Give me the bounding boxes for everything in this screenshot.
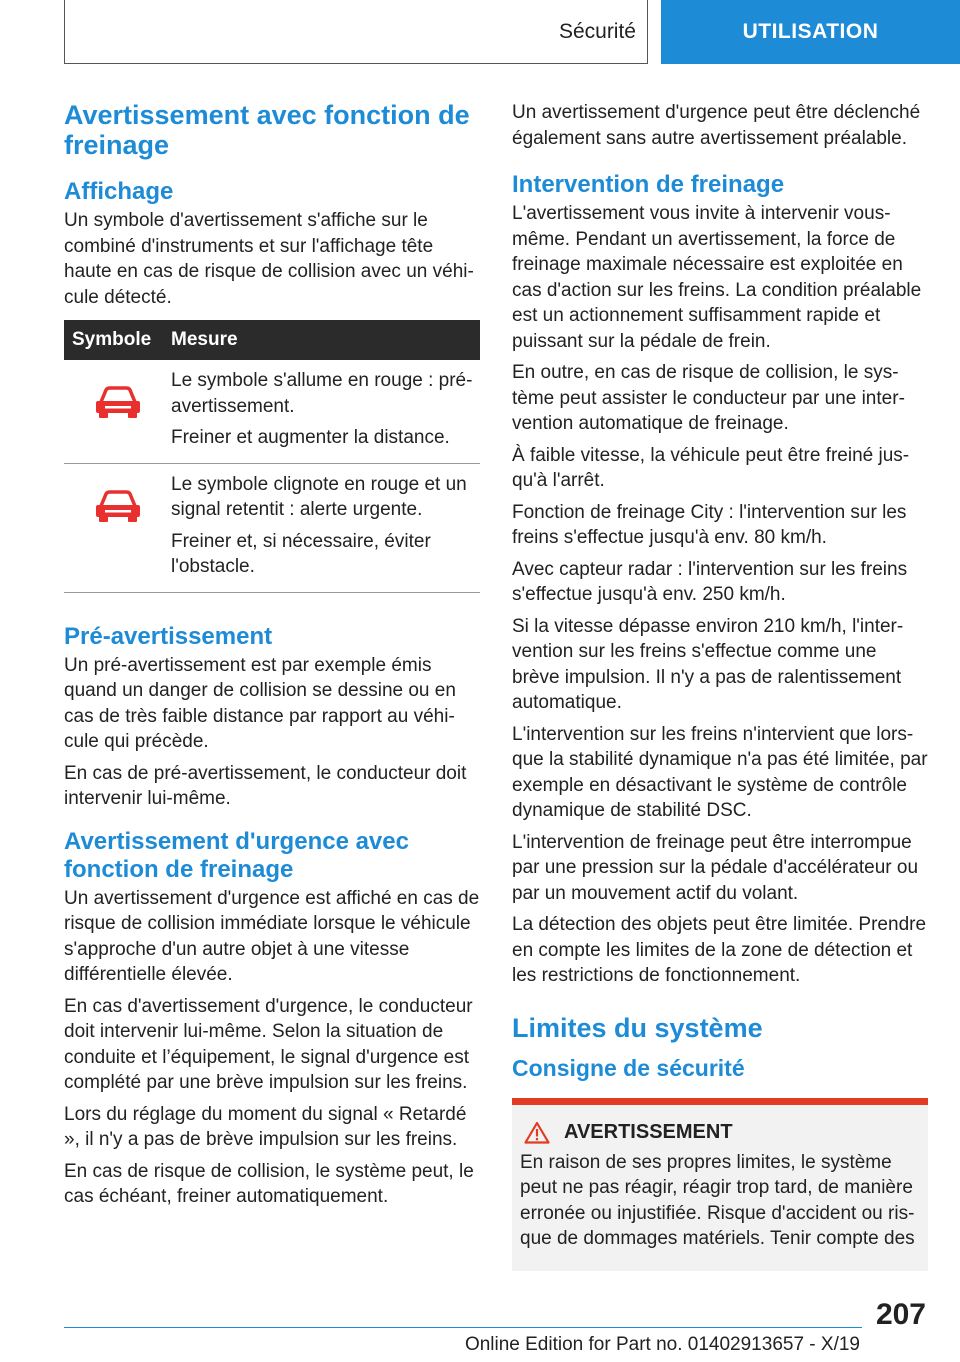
left-column bbox=[64, 100, 480, 1216]
footer-edition[interactable]: Online Edition for Part no. 01402913657 - X/19 bbox=[464, 1334, 860, 1355]
row2-mesure-line1: Le symbole clignote en rouge et un signal retentit : alerte urgente. bbox=[171, 473, 467, 520]
affichage-text: Un symbole d'avertissement s'affiche sur le combiné d'instruments et sur l'affichage tête haute en cas de risque de collision avec un véhicule détecté. bbox=[64, 210, 474, 308]
intervention-text-7: L'intervention sur les freins n'intervient que lorsque la stabilité dynamique n'a pas été limitée, par exemple en désactivant le système de contrôle dynamique de stabilité DSC. bbox=[512, 723, 928, 821]
row1-mesure-line2: Freiner et augmenter la distance. bbox=[171, 427, 450, 448]
row2-mesure-line2: Freiner et, si nécessaire, éviter l'obstacle. bbox=[171, 530, 431, 577]
header-section-label: Sécurité bbox=[558, 20, 636, 43]
intervention-text-1: L'avertissement vous invite à intervenir vous-même. Pendant un avertissement, la force de freinage maximale nécessaire est exploitée en cas d'action sur les freins. La condition préalable est un actionnement suffisamment rapide et puissant sur la pédale de frein. bbox=[512, 203, 922, 352]
table-row bbox=[64, 464, 480, 593]
symbol-table bbox=[64, 320, 480, 593]
heading-limites: Limites du système bbox=[512, 1012, 763, 1043]
heading-affichage: Affichage bbox=[64, 178, 174, 205]
car-warning-icon bbox=[93, 486, 143, 526]
intervention-text-2: En outre, en cas de risque de collision, le système peut assister le conducteur par une intervention automatique de freinage. bbox=[512, 362, 905, 434]
warning-title: AVERTISSEMENT bbox=[564, 1120, 733, 1143]
page-title: Avertissement avec fonction de freinage bbox=[64, 100, 470, 160]
table-header-symbole: Symbole bbox=[72, 329, 152, 350]
warning-triangle-icon bbox=[524, 1121, 550, 1144]
right-intro-text: Un avertissement d'urgence peut être déclenché également sans autre avertissement préalable. bbox=[512, 102, 921, 149]
intervention-text-4: Fonction de freinage City : l'intervention sur les freins s'effectue jusqu'à env. 80 km/h. bbox=[512, 501, 907, 548]
heading-intervention: Intervention de freinage bbox=[512, 171, 785, 198]
page-number: 207 bbox=[875, 1298, 926, 1331]
header-tab-utilisation[interactable]: UTILISATION bbox=[661, 0, 960, 64]
urgence-text-3: Lors du réglage du moment du signal « Retardé », il n'y a pas de brève impulsion sur les freins. bbox=[64, 1103, 467, 1150]
urgence-text-2: En cas d'avertissement d'urgence, le conducteur doit intervenir lui-même. Selon la situation de conduite et l’équipement, le signal d'urgence est complété par une brève impulsion sur les freins. bbox=[64, 995, 473, 1093]
car-warning-icon bbox=[93, 382, 143, 422]
intervention-text-9: La détection des objets peut être limitée. Prendre en compte les limites de la zone de détection et les restrictions de fonctionnement. bbox=[512, 914, 927, 986]
heading-pre-avertissement: Pré-avertissement bbox=[64, 622, 273, 650]
right-column bbox=[512, 100, 928, 1271]
heading-urgence: Avertissement d'urgence avec fonction de freinage bbox=[64, 827, 409, 883]
footer-divider bbox=[64, 1327, 862, 1328]
warning-text: En raison de ses propres limites, le système peut ne pas réagir, réagir trop tard, de manière erronée ou injustifiée. Risque d'accident ou risque de dommages matériels. Tenir compte des bbox=[520, 1151, 915, 1249]
row1-mesure-line1: Le symbole s'allume en rouge : pré-avertissement. bbox=[171, 370, 473, 417]
intervention-text-5: Avec capteur radar : l'intervention sur les freins s'effectue jusqu'à env. 250 km/h. bbox=[512, 558, 908, 605]
urgence-text-1: Un avertissement d'urgence est affiché en cas de risque de collision immédiate lorsque le véhicule s'approche d'un autre objet à une vitesse différentielle élevée. bbox=[64, 887, 480, 985]
urgence-text-4: En cas de risque de collision, le système peut, le cas échéant, freiner automatiquement. bbox=[64, 1160, 474, 1207]
warning-box bbox=[512, 1098, 928, 1271]
intervention-text-8: L'intervention de freinage peut être interrompue par une pression sur la pédale d'accélérateur ou par un mouvement actif du volant. bbox=[512, 831, 919, 904]
pre-text-2: En cas de pré-avertissement, le conducteur doit intervenir lui-même. bbox=[64, 762, 467, 809]
pre-text-1: Un pré-avertissement est par exemple émis quand un danger de collision se dessine ou en cas de très faible distance par rapport au véhicule qui précède. bbox=[64, 654, 456, 752]
intervention-text-6: Si la vitesse dépasse environ 210 km/h, l'intervention sur les freins s'effectue comme une brève impulsion. Il n'y a pas de ralentissement automatique. bbox=[512, 615, 904, 713]
table-row bbox=[64, 360, 480, 464]
table-header bbox=[64, 320, 480, 360]
heading-consigne: Consigne de sécurité bbox=[512, 1054, 745, 1081]
table-header-mesure: Mesure bbox=[171, 329, 238, 350]
intervention-text-3: À faible vitesse, la véhicule peut être freiné jusqu'à l'arrêt. bbox=[512, 444, 910, 491]
